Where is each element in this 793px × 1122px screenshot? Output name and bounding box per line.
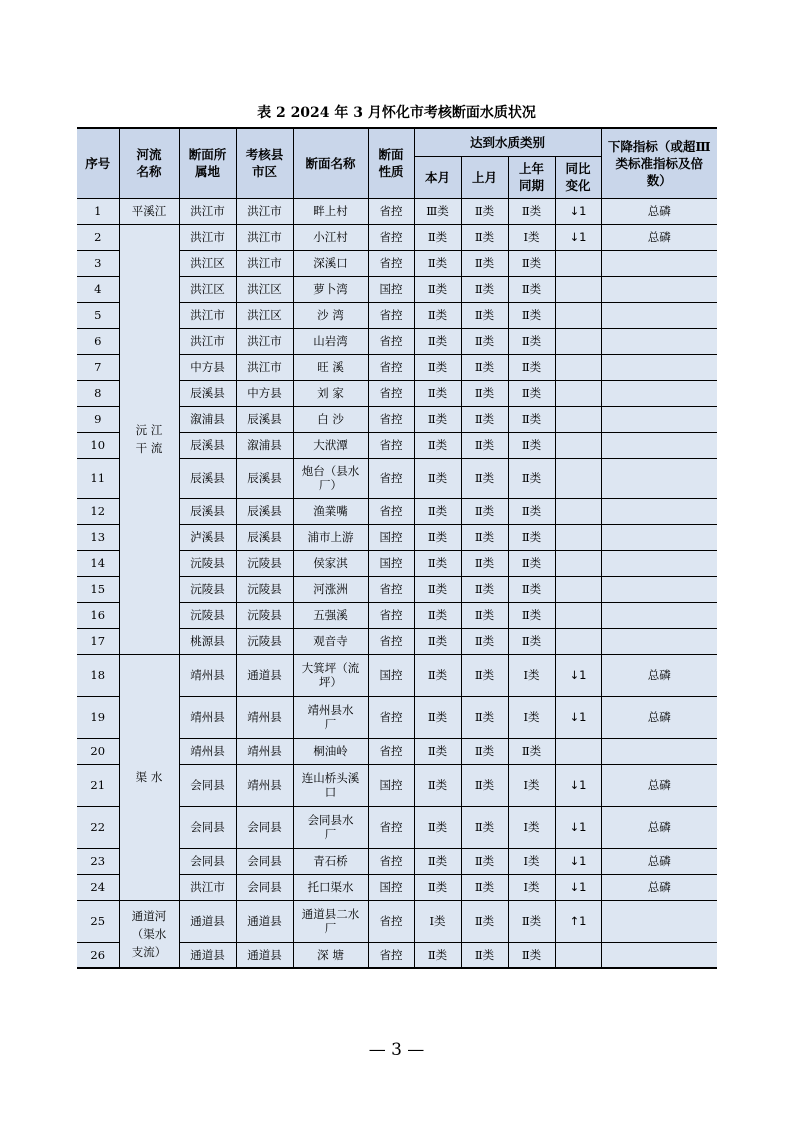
cell-decline [601,498,717,524]
cell-this-month: Ⅱ类 [414,628,461,654]
cell-seq: 22 [77,806,119,848]
cell-seq: 6 [77,328,119,354]
cell-location: 沅陵县 [179,576,236,602]
header-seq: 序号 [77,128,119,198]
header-this-month: 本月 [414,156,461,198]
cell-location: 中方县 [179,354,236,380]
cell-location: 洪江市 [179,874,236,900]
cell-nature: 省控 [368,328,414,354]
cell-yoy: ↓1 [555,198,601,224]
cell-this-month: Ⅱ类 [414,524,461,550]
cell-county: 辰溪县 [236,406,293,432]
cell-last-month: Ⅱ类 [461,406,508,432]
cell-last-year: Ⅱ类 [508,328,555,354]
cell-section: 通道县二水厂 [293,900,368,942]
cell-seq: 9 [77,406,119,432]
cell-yoy: ↓1 [555,806,601,848]
cell-seq: 5 [77,302,119,328]
cell-location: 会同县 [179,764,236,806]
header-county: 考核县市区 [236,128,293,198]
cell-last-month: Ⅱ类 [461,602,508,628]
cell-last-year: Ⅰ类 [508,806,555,848]
cell-last-year: Ⅰ类 [508,874,555,900]
cell-location: 辰溪县 [179,432,236,458]
cell-last-year: Ⅱ类 [508,458,555,498]
cell-seq: 14 [77,550,119,576]
cell-yoy [555,738,601,764]
cell-nature: 省控 [368,406,414,432]
table-row [77,654,717,696]
cell-yoy [555,406,601,432]
cell-decline [601,602,717,628]
cell-last-month: Ⅱ类 [461,874,508,900]
cell-decline [601,276,717,302]
cell-nature: 省控 [368,848,414,874]
cell-decline [601,576,717,602]
cell-section: 大箕坪（流坪） [293,654,368,696]
cell-seq: 26 [77,942,119,968]
cell-this-month: Ⅱ类 [414,302,461,328]
cell-yoy: ↓1 [555,696,601,738]
cell-nature: 国控 [368,276,414,302]
cell-yoy: ↓1 [555,654,601,696]
cell-last-year: Ⅱ类 [508,276,555,302]
cell-last-year: Ⅱ类 [508,550,555,576]
cell-yoy [555,602,601,628]
cell-nature: 国控 [368,524,414,550]
cell-this-month: Ⅱ类 [414,764,461,806]
cell-nature: 省控 [368,458,414,498]
header-class-group: 达到水质类别 [414,128,601,156]
cell-section: 旺 溪 [293,354,368,380]
cell-county: 通道县 [236,654,293,696]
cell-yoy [555,328,601,354]
cell-last-year: Ⅱ类 [508,406,555,432]
cell-yoy [555,380,601,406]
cell-nature: 省控 [368,302,414,328]
cell-last-month: Ⅱ类 [461,458,508,498]
cell-decline [601,524,717,550]
cell-decline [601,628,717,654]
cell-last-month: Ⅱ类 [461,524,508,550]
cell-nature: 省控 [368,602,414,628]
cell-river: 通道河（渠水支流） [119,900,179,968]
cell-county: 会同县 [236,874,293,900]
cell-last-year: Ⅱ类 [508,942,555,968]
cell-this-month: Ⅲ类 [414,198,461,224]
cell-seq: 17 [77,628,119,654]
cell-river: 沅 江 干 流 [119,224,179,654]
cell-nature: 省控 [368,224,414,250]
cell-county: 沅陵县 [236,550,293,576]
table-caption: 表 2 2024 年 3 月怀化市考核断面水质状况 [257,105,536,121]
cell-yoy [555,550,601,576]
cell-seq: 24 [77,874,119,900]
cell-seq: 11 [77,458,119,498]
cell-last-month: Ⅱ类 [461,654,508,696]
cell-location: 通道县 [179,942,236,968]
cell-county: 靖州县 [236,696,293,738]
cell-county: 洪江区 [236,276,293,302]
cell-last-month: Ⅱ类 [461,576,508,602]
cell-yoy [555,576,601,602]
cell-nature: 省控 [368,432,414,458]
cell-county: 洪江市 [236,250,293,276]
cell-decline [601,302,717,328]
cell-yoy [555,432,601,458]
cell-last-month: Ⅱ类 [461,380,508,406]
cell-yoy [555,354,601,380]
cell-last-month: Ⅱ类 [461,354,508,380]
cell-seq: 4 [77,276,119,302]
cell-section: 深 塘 [293,942,368,968]
cell-seq: 1 [77,198,119,224]
cell-nature: 省控 [368,738,414,764]
cell-county: 辰溪县 [236,524,293,550]
cell-decline [601,458,717,498]
cell-section: 白 沙 [293,406,368,432]
cell-decline: 总磷 [601,224,717,250]
cell-county: 洪江市 [236,224,293,250]
cell-yoy [555,524,601,550]
cell-last-month: Ⅱ类 [461,224,508,250]
cell-last-year: Ⅱ类 [508,198,555,224]
cell-yoy: ↓1 [555,224,601,250]
cell-section: 炮台（县水厂） [293,458,368,498]
cell-location: 靖州县 [179,654,236,696]
header-river: 河流名称 [119,128,179,198]
cell-county: 辰溪县 [236,498,293,524]
cell-county: 辰溪县 [236,458,293,498]
cell-section: 畔上村 [293,198,368,224]
cell-county: 沅陵县 [236,576,293,602]
cell-section: 沙 湾 [293,302,368,328]
cell-this-month: Ⅱ类 [414,458,461,498]
cell-last-year: Ⅰ类 [508,224,555,250]
cell-this-month: Ⅱ类 [414,942,461,968]
cell-yoy: ↑1 [555,900,601,942]
cell-location: 辰溪县 [179,458,236,498]
cell-decline [601,406,717,432]
cell-yoy: ↓1 [555,764,601,806]
cell-location: 沅陵县 [179,550,236,576]
cell-decline: 总磷 [601,696,717,738]
cell-county: 沅陵县 [236,602,293,628]
header-yoy: 同比变化 [555,156,601,198]
cell-section: 刘 家 [293,380,368,406]
cell-last-month: Ⅱ类 [461,806,508,848]
water-quality-table [77,127,717,969]
cell-seq: 7 [77,354,119,380]
cell-location: 洪江市 [179,224,236,250]
cell-nature: 省控 [368,942,414,968]
cell-this-month: Ⅰ类 [414,900,461,942]
cell-seq: 15 [77,576,119,602]
cell-last-month: Ⅱ类 [461,198,508,224]
cell-this-month: Ⅱ类 [414,498,461,524]
cell-location: 会同县 [179,806,236,848]
cell-location: 沅陵县 [179,602,236,628]
cell-last-month: Ⅱ类 [461,900,508,942]
header-last-year: 上年同期 [508,156,555,198]
cell-decline [601,250,717,276]
cell-this-month: Ⅱ类 [414,250,461,276]
cell-this-month: Ⅱ类 [414,576,461,602]
header-last-month: 上月 [461,156,508,198]
cell-last-month: Ⅱ类 [461,738,508,764]
cell-decline [601,432,717,458]
cell-last-year: Ⅱ类 [508,432,555,458]
cell-seq: 19 [77,696,119,738]
cell-location: 通道县 [179,900,236,942]
cell-location: 洪江市 [179,198,236,224]
cell-this-month: Ⅱ类 [414,738,461,764]
cell-location: 辰溪县 [179,498,236,524]
cell-last-month: Ⅱ类 [461,696,508,738]
cell-seq: 12 [77,498,119,524]
cell-last-year: Ⅱ类 [508,524,555,550]
cell-seq: 13 [77,524,119,550]
cell-last-year: Ⅱ类 [508,354,555,380]
cell-this-month: Ⅱ类 [414,276,461,302]
cell-nature: 省控 [368,354,414,380]
cell-decline [601,550,717,576]
cell-section: 青石桥 [293,848,368,874]
cell-seq: 20 [77,738,119,764]
cell-yoy: ↓1 [555,848,601,874]
cell-river: 渠 水 [119,654,179,900]
cell-section: 萝卜湾 [293,276,368,302]
cell-last-year: Ⅰ类 [508,696,555,738]
cell-last-month: Ⅱ类 [461,432,508,458]
cell-decline [601,328,717,354]
cell-seq: 3 [77,250,119,276]
cell-this-month: Ⅱ类 [414,406,461,432]
cell-nature: 省控 [368,380,414,406]
cell-nature: 省控 [368,198,414,224]
cell-county: 通道县 [236,900,293,942]
cell-this-month: Ⅱ类 [414,432,461,458]
cell-seq: 10 [77,432,119,458]
cell-county: 洪江市 [236,354,293,380]
cell-decline: 总磷 [601,806,717,848]
cell-this-month: Ⅱ类 [414,874,461,900]
cell-nature: 省控 [368,806,414,848]
cell-location: 靖州县 [179,696,236,738]
cell-last-year: Ⅱ类 [508,250,555,276]
table-row [77,198,717,224]
cell-nature: 国控 [368,654,414,696]
cell-nature: 省控 [368,498,414,524]
cell-section: 深溪口 [293,250,368,276]
cell-yoy [555,628,601,654]
cell-section: 河涨洲 [293,576,368,602]
cell-yoy [555,302,601,328]
cell-county: 洪江市 [236,198,293,224]
cell-nature: 省控 [368,696,414,738]
cell-this-month: Ⅱ类 [414,380,461,406]
cell-last-year: Ⅱ类 [508,380,555,406]
cell-last-month: Ⅱ类 [461,498,508,524]
cell-this-month: Ⅱ类 [414,550,461,576]
cell-location: 洪江区 [179,276,236,302]
page-number: — 3 — [368,1040,425,1060]
cell-nature: 国控 [368,550,414,576]
cell-nature: 省控 [368,628,414,654]
cell-nature: 省控 [368,250,414,276]
cell-river: 平溪江 [119,198,179,224]
cell-nature: 省控 [368,900,414,942]
cell-last-year: Ⅱ类 [508,498,555,524]
cell-section: 浦市上游 [293,524,368,550]
cell-last-year: Ⅰ类 [508,764,555,806]
header-nature: 断面性质 [368,128,414,198]
table-row [77,900,717,942]
cell-yoy: ↓1 [555,874,601,900]
cell-county: 靖州县 [236,764,293,806]
cell-section: 观音寺 [293,628,368,654]
cell-seq: 21 [77,764,119,806]
cell-this-month: Ⅱ类 [414,328,461,354]
cell-section: 小江村 [293,224,368,250]
cell-this-month: Ⅱ类 [414,696,461,738]
cell-last-month: Ⅱ类 [461,250,508,276]
header-decline: 下降指标（或超Ⅲ类标准指标及倍数） [601,128,717,198]
cell-county: 会同县 [236,806,293,848]
cell-decline: 总磷 [601,654,717,696]
cell-yoy [555,276,601,302]
cell-county: 洪江区 [236,302,293,328]
cell-decline [601,942,717,968]
cell-location: 会同县 [179,848,236,874]
cell-location: 洪江区 [179,250,236,276]
cell-section: 山岩湾 [293,328,368,354]
cell-last-month: Ⅱ类 [461,848,508,874]
cell-location: 靖州县 [179,738,236,764]
cell-county: 靖州县 [236,738,293,764]
cell-seq: 25 [77,900,119,942]
cell-yoy [555,942,601,968]
cell-yoy [555,250,601,276]
cell-section: 连山桥头溪口 [293,764,368,806]
cell-last-month: Ⅱ类 [461,302,508,328]
cell-location: 辰溪县 [179,380,236,406]
cell-section: 靖州县水 厂 [293,696,368,738]
cell-county: 洪江市 [236,328,293,354]
cell-yoy [555,498,601,524]
cell-last-month: Ⅱ类 [461,276,508,302]
cell-section: 渔業嘴 [293,498,368,524]
cell-last-month: Ⅱ类 [461,550,508,576]
cell-decline: 总磷 [601,848,717,874]
cell-county: 会同县 [236,848,293,874]
cell-decline: 总磷 [601,764,717,806]
cell-decline [601,738,717,764]
cell-location: 溆浦县 [179,406,236,432]
header-section: 断面名称 [293,128,368,198]
cell-this-month: Ⅱ类 [414,224,461,250]
cell-last-month: Ⅱ类 [461,628,508,654]
cell-last-year: Ⅰ类 [508,848,555,874]
cell-this-month: Ⅱ类 [414,654,461,696]
cell-this-month: Ⅱ类 [414,602,461,628]
cell-county: 溆浦县 [236,432,293,458]
cell-last-month: Ⅱ类 [461,764,508,806]
cell-last-year: Ⅰ类 [508,654,555,696]
cell-this-month: Ⅱ类 [414,806,461,848]
cell-nature: 国控 [368,764,414,806]
cell-county: 中方县 [236,380,293,406]
cell-decline [601,900,717,942]
cell-decline [601,354,717,380]
cell-last-year: Ⅱ类 [508,576,555,602]
cell-last-year: Ⅱ类 [508,602,555,628]
cell-nature: 省控 [368,576,414,602]
cell-seq: 18 [77,654,119,696]
cell-location: 洪江市 [179,328,236,354]
cell-section: 桐油岭 [293,738,368,764]
cell-section: 侯家淇 [293,550,368,576]
cell-last-month: Ⅱ类 [461,328,508,354]
cell-section: 会同县水 厂 [293,806,368,848]
cell-yoy [555,458,601,498]
cell-decline [601,380,717,406]
cell-last-year: Ⅱ类 [508,738,555,764]
cell-last-month: Ⅱ类 [461,942,508,968]
cell-seq: 16 [77,602,119,628]
cell-seq: 23 [77,848,119,874]
header-location: 断面所属地 [179,128,236,198]
cell-this-month: Ⅱ类 [414,354,461,380]
cell-last-year: Ⅱ类 [508,900,555,942]
cell-location: 泸溪县 [179,524,236,550]
cell-section: 托口渠水 [293,874,368,900]
cell-county: 通道县 [236,942,293,968]
cell-this-month: Ⅱ类 [414,848,461,874]
cell-section: 大洑潭 [293,432,368,458]
cell-seq: 2 [77,224,119,250]
cell-last-year: Ⅱ类 [508,302,555,328]
cell-nature: 国控 [368,874,414,900]
cell-decline: 总磷 [601,874,717,900]
table-row [77,224,717,250]
cell-decline: 总磷 [601,198,717,224]
cell-section: 五强溪 [293,602,368,628]
cell-location: 桃源县 [179,628,236,654]
cell-last-year: Ⅱ类 [508,628,555,654]
cell-seq: 8 [77,380,119,406]
cell-county: 沅陵县 [236,628,293,654]
cell-location: 洪江市 [179,302,236,328]
